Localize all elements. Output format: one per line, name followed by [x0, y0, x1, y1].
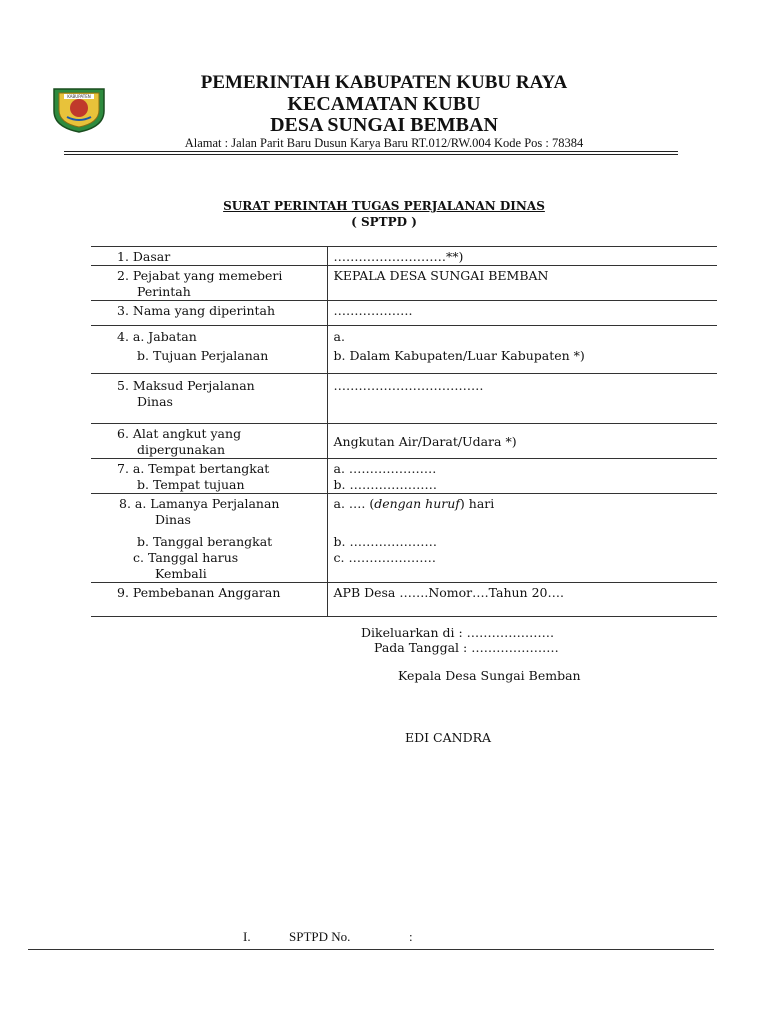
footer-colon: : [409, 929, 413, 944]
row-label-cont: Dinas [137, 394, 173, 409]
form-row-dasar [91, 247, 717, 266]
government-name: PEMERINTAH KABUPATEN KUBU RAYA [200, 72, 568, 93]
row-value-a: a. [333, 329, 345, 344]
logo-text: KABUPATEN [67, 94, 91, 99]
footer-sptpd-label: SPTPD No. [289, 929, 351, 944]
row-label: 6. Alat angkut yang [117, 426, 242, 441]
row-value: KEPALA DESA SUNGAI BEMBAN [333, 268, 549, 283]
signatory-name: EDI CANDRA [405, 730, 492, 745]
row-label: 7. a. Tempat bertangkat [117, 461, 270, 476]
sptpd-form-table [91, 246, 717, 617]
footer-divider [28, 949, 714, 950]
row-label-cont: Dinas [155, 512, 191, 527]
row-label: 4. a. Jabatan [117, 329, 197, 344]
form-row-tempat [91, 459, 717, 494]
row-value: ………………………**) [333, 249, 464, 264]
issued-date: Pada Tanggal : ………………… [374, 640, 559, 655]
row-value-c: c. ………………… [333, 550, 436, 565]
row-value-a-suffix: ) hari [459, 496, 495, 511]
form-row-nama [91, 301, 717, 326]
row-label-c: c. Tanggal harus [133, 550, 239, 565]
row-label: 8. a. Lamanya Perjalanan [119, 496, 280, 511]
row-value: ………………. [333, 303, 413, 318]
document-title: SURAT PERINTAH TUGAS PERJALANAN DINAS [223, 199, 545, 213]
header-divider-bottom [64, 154, 678, 155]
row-label-cont: dipergunakan [137, 442, 226, 457]
form-row-pejabat [91, 266, 717, 301]
signatory-position: Kepala Desa Sungai Bemban [398, 668, 581, 683]
village-name: DESA SUNGAI BEMBAN [270, 114, 498, 136]
form-row-maksud [91, 374, 717, 424]
row-value: ……………………………… [333, 378, 484, 393]
footer-numeral: I. [243, 929, 251, 944]
row-label-cont: Perintah [137, 284, 191, 299]
district-name: KECAMATAN KUBU [287, 93, 481, 115]
document-subtitle: ( SPTPD ) [351, 215, 417, 229]
issued-at: Dikeluarkan di : ………………… [361, 625, 555, 640]
row-label-b: b. Tujuan Perjalanan [137, 348, 269, 363]
row-value-a-prefix: a. …. ( [333, 496, 375, 511]
row-label: 2. Pejabat yang memeberi [117, 268, 283, 283]
row-label: 3. Nama yang diperintah [117, 303, 276, 318]
row-label-c-cont: Kembali [155, 566, 207, 581]
address-line: Alamat : Jalan Parit Baru Dusun Karya Baru RT.012/RW.004 Kode Pos : 78384 [184, 136, 584, 150]
form-row-jabatan [91, 326, 717, 374]
row-value-a: a. ………………… [333, 461, 437, 476]
row-label: 9. Pembebanan Anggaran [117, 585, 281, 600]
row-value-b: b. ………………… [333, 534, 437, 549]
row-label: 5. Maksud Perjalanan [117, 378, 255, 393]
row-value: APB Desa …….Nomor….Tahun 20…. [333, 585, 564, 600]
form-row-lamanya [91, 494, 717, 583]
row-label-b: b. Tempat tujuan [137, 477, 245, 492]
form-row-anggaran [91, 583, 717, 617]
row-value-a-italic: dengan huruf [374, 496, 460, 511]
row-value-b: b. Dalam Kabupaten/Luar Kabupaten *) [333, 348, 585, 363]
row-label: 1. Dasar [117, 249, 171, 264]
header-divider-top [64, 151, 678, 152]
form-row-alat-angkut [91, 424, 717, 459]
row-label-b: b. Tanggal berangkat [137, 534, 273, 549]
row-value-b: b. ………………… [333, 477, 437, 492]
row-value: Angkutan Air/Darat/Udara *) [333, 434, 517, 449]
